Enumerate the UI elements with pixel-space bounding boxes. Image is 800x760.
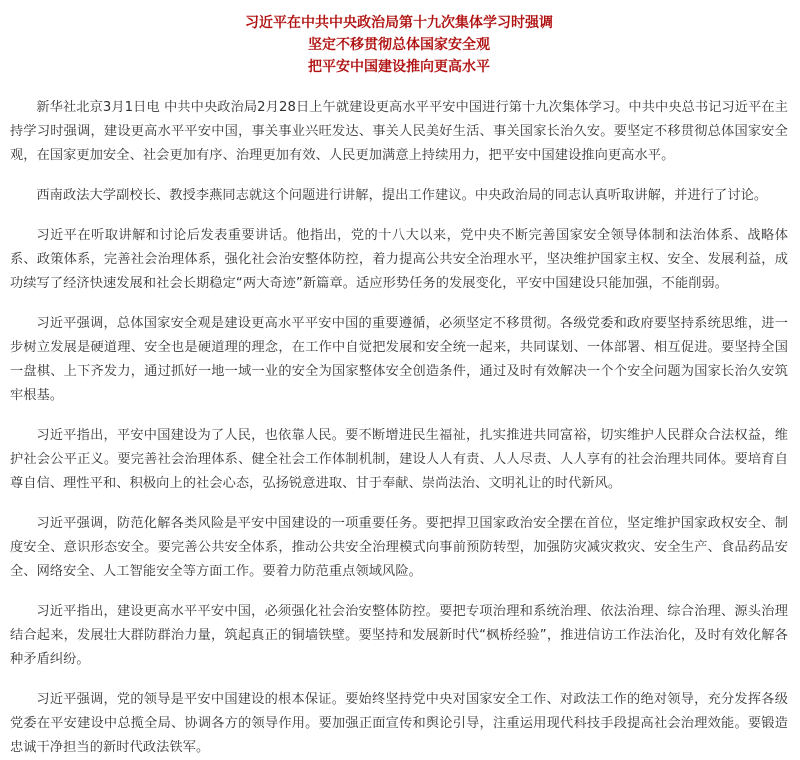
article-paragraph: 习近平指出，建设更高水平平安中国，必须强化社会治安整体防控。要把专项治理和系统治理、依法治理、综合治理、源头治理结合起来，发展壮大群防群治力量，筑起真正的铜墙铁壁。要坚持和发展新时代“枫桥经验”，推进信访工作法治化，及时有效化解各种矛盾纠纷。 bbox=[10, 604, 788, 667]
headline-line-2: 坚定不移贯彻总体国家安全观 bbox=[308, 37, 490, 53]
headline-line-1: 习近平在中共中央政治局第十九次集体学习时强调 bbox=[245, 15, 553, 31]
article-paragraph: 习近平强调，总体国家安全观是建设更高水平平安中国的重要遵循，必须坚定不移贯彻。各级党委和政府要坚持系统思维，进一步树立发展是硬道理、安全也是硬道理的理念，在工作中自觉把发展和安全统一起来，共同谋划、一体部署、相互促进。要坚持全国一盘棋、上下齐发力，通过抓好一地一域一业的安全为国家整体安全创造条件，通过及时有效解决一个个安全问题为国家长治久安筑牢根基。 bbox=[10, 316, 788, 403]
article-body bbox=[10, 96, 788, 760]
article-paragraph: 新华社北京3月1日电 中共中央政治局2月28日上午就建设更高水平平安中国进行第十九次集体学习。中共中央总书记习近平在主持学习时强调，建设更高水平平安中国，事关事业兴旺发达、事关人民美好生活、事关国家长治久安。要坚定不移贯彻总体国家安全观，在国家更加安全、社会更加有序、治理更加有效、人民更加满意上持续用力，把平安中国建设推向更高水平。 bbox=[10, 100, 788, 163]
headline-line-3: 把平安中国建设推向更高水平 bbox=[308, 59, 490, 75]
article-paragraph: 习近平强调，防范化解各类风险是平安中国建设的一项重要任务。要把捍卫国家政治安全摆在首位，坚定维护国家政权安全、制度安全、意识形态安全。要完善公共安全体系，推动公共安全治理模式向事前预防转型，加强防灾减灾救灾、安全生产、食品药品安全、网络安全、人工智能安全等方面工作。要着力防范重点领域风险。 bbox=[10, 516, 788, 579]
article-headline bbox=[10, 12, 788, 78]
article-paragraph: 习近平在听取讲解和讨论后发表重要讲话。他指出，党的十八大以来，党中央不断完善国家安全领导体制和法治体系、战略体系、政策体系，完善社会治理体系，强化社会治安整体防控，着力提高公共安全治理水平，坚决维护国家主权、安全、发展利益，成功续写了经济快速发展和社会长期稳定“两大奇迹”新篇章。适应形势任务的发展变化，平安中国建设只能加强，不能削弱。 bbox=[10, 228, 788, 291]
article-paragraph: 习近平指出，平安中国建设为了人民，也依靠人民。要不断增进民生福祉，扎实推进共同富裕，切实维护人民群众合法权益，维护社会公平正义。要完善社会治理体系、健全社会工作体制机制，建设人人有责、人人尽责、人人享有的社会治理共同体。要培育自尊自信、理性平和、积极向上的社会心态，弘扬锐意进取、甘于奉献、崇尚法治、文明礼让的时代新风。 bbox=[10, 428, 788, 491]
article-paragraph: 西南政法大学副校长、教授李燕同志就这个问题进行讲解，提出工作建议。中央政治局的同志认真听取讲解，并进行了讨论。 bbox=[36, 188, 768, 203]
article-paragraph: 习近平强调，党的领导是平安中国建设的根本保证。要始终坚持党中央对国家安全工作、对政法工作的绝对领导，充分发挥各级党委在平安建设中总揽全局、协调各方的领导作用。要加强正面宣传和舆论引导，注重运用现代科技手段提高社会治理效能。要锻造忠诚干净担当的新时代政法铁军。 bbox=[10, 692, 788, 755]
